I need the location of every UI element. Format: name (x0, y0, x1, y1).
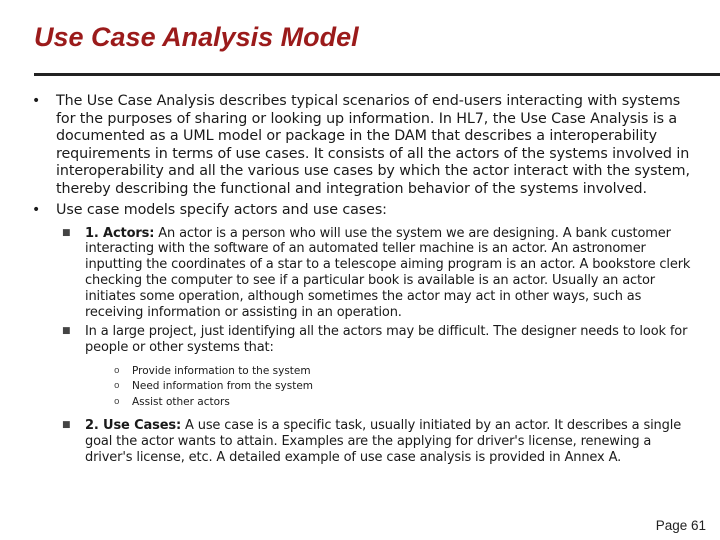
circle-bullet-icon: o (114, 396, 120, 407)
title-divider (34, 73, 720, 76)
bullet-text: Use case models specify actors and use cases: (56, 202, 387, 218)
sub-bullet-actors (62, 226, 702, 321)
square-bullet-icon: ■ (62, 420, 71, 431)
sub-bullet-identifying-actors (62, 324, 702, 356)
sub-bullet-lead: 2. Use Cases: (85, 418, 182, 434)
circle-bullet-icon: o (114, 365, 120, 376)
round-bullet-icon: • (32, 93, 41, 109)
sub-bullet-lead: 1. Actors: (85, 225, 155, 241)
sub-bullet-text: In a large project, just identifying all the actors may be difficult. The designer needs to look for people or other systems that: (85, 323, 688, 355)
slide-title: Use Case Analysis Model (34, 22, 359, 52)
list-item (114, 395, 702, 411)
bullet-use-case-analysis (32, 93, 702, 198)
list-item (114, 364, 702, 380)
page-number: Page 61 (655, 518, 706, 533)
list-item-text: Need information from the system (132, 380, 314, 393)
slide-body (32, 93, 702, 469)
sub-bullet-text: A use case is a specific task, usually initiated by an actor. It describes a single goal the actor wants to attain. Examples are the applying for driver's license, renewing a driver's license, etc. A detailed example of use case analysis is provided in Annex A. (85, 418, 682, 466)
list-item-text: Assist other actors (132, 395, 230, 408)
square-bullet-icon: ■ (62, 227, 71, 238)
list-item (114, 379, 702, 395)
sub-bullet-use-cases (62, 418, 702, 466)
list-item-text: Provide information to the system (132, 364, 311, 377)
sub-bullet-list (62, 226, 702, 466)
bullet-use-case-models (32, 202, 702, 220)
actor-needs-list (114, 364, 702, 411)
square-bullet-icon: ■ (62, 325, 71, 336)
bullet-text: The Use Case Analysis describes typical scenarios of end-users interacting with systems for the purposes of sharing or looking up information. In HL7, the Use Case Analysis is a documented as a UML model or package in the DAM that describes a interoperability requirements in terms of use cases. It consists of all the actors of the systems involved in interoperability and all the various use cases by which the actor interact with the system, thereby describing the functional and integration behavior of the systems involved. (56, 93, 690, 197)
round-bullet-icon: • (32, 202, 41, 218)
circle-bullet-icon: o (114, 381, 120, 392)
sub-bullet-text: An actor is a person who will use the system we are designing. A bank customer interacting with the software of an automated teller machine is an actor. An astronomer inputting the coordinates of a star to a telescope aiming program is an actor. A bookstore clerk checking the computer to see if a particular book is available is an actor. Usually an actor initiates some operation, although sometimes the actor may act in other ways, such as receiving information or assisting in an operation. (85, 225, 691, 321)
